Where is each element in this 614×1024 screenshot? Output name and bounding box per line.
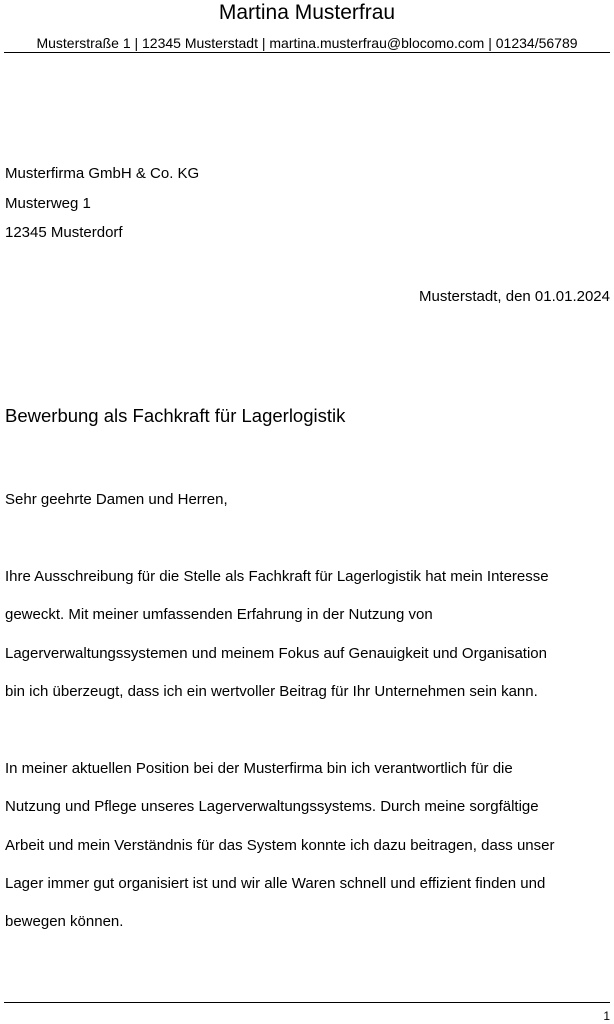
recipient-company: Musterfirma GmbH & Co. KG [5,165,200,182]
paragraph-line: Nutzung und Pflege unseres Lagerverwaltungssystems. Durch meine sorgfältige [5,798,539,816]
salutation: Sehr geehrte Damen und Herren, [5,491,228,508]
footer-divider [4,1002,610,1003]
recipient-city: 12345 Musterdorf [5,224,123,241]
paragraph-line: geweckt. Mit meiner umfassenden Erfahrung in der Nutzung von [5,606,433,624]
sender-contact-line: Musterstraße 1 | 12345 Musterstadt | martina.musterfrau@blocomo.com | 01234/56789 [36,35,578,51]
paragraph-line: In meiner aktuellen Position bei der Musterfirma bin ich verantwortlich für die [5,760,513,777]
paragraph-line: Lagerverwaltungssystemen und meinem Fokus auf Genauigkeit und Organisation [5,644,547,662]
sender-name: Martina Musterfrau [218,1,396,24]
page-number: 1 [603,1009,610,1023]
body-paragraph-2 [5,750,554,941]
recipient-address [5,159,199,248]
paragraph-line: Ihre Ausschreibung für die Stelle als Fachkraft für Lagerlogistik hat mein Interesse [5,568,549,585]
paragraph-line: bin ich überzeugt, dass ich ein wertvoller Beitrag für Ihr Unternehmen sein kann. [5,682,538,700]
recipient-street: Musterweg 1 [5,194,91,212]
paragraph-line: bewegen können. [5,913,124,931]
letter-subject: Bewerbung als Fachkraft für Lagerlogistik [5,405,346,426]
body-paragraph-1 [5,558,549,711]
paragraph-line: Arbeit und mein Verständnis für das System konnte ich dazu beitragen, dass unser [5,836,555,854]
paragraph-line: Lager immer gut organisiert ist und wir alle Waren schnell und effizient finden und [5,874,546,892]
place-and-date: Musterstadt, den 01.01.2024 [419,288,610,305]
header-divider [4,52,610,53]
